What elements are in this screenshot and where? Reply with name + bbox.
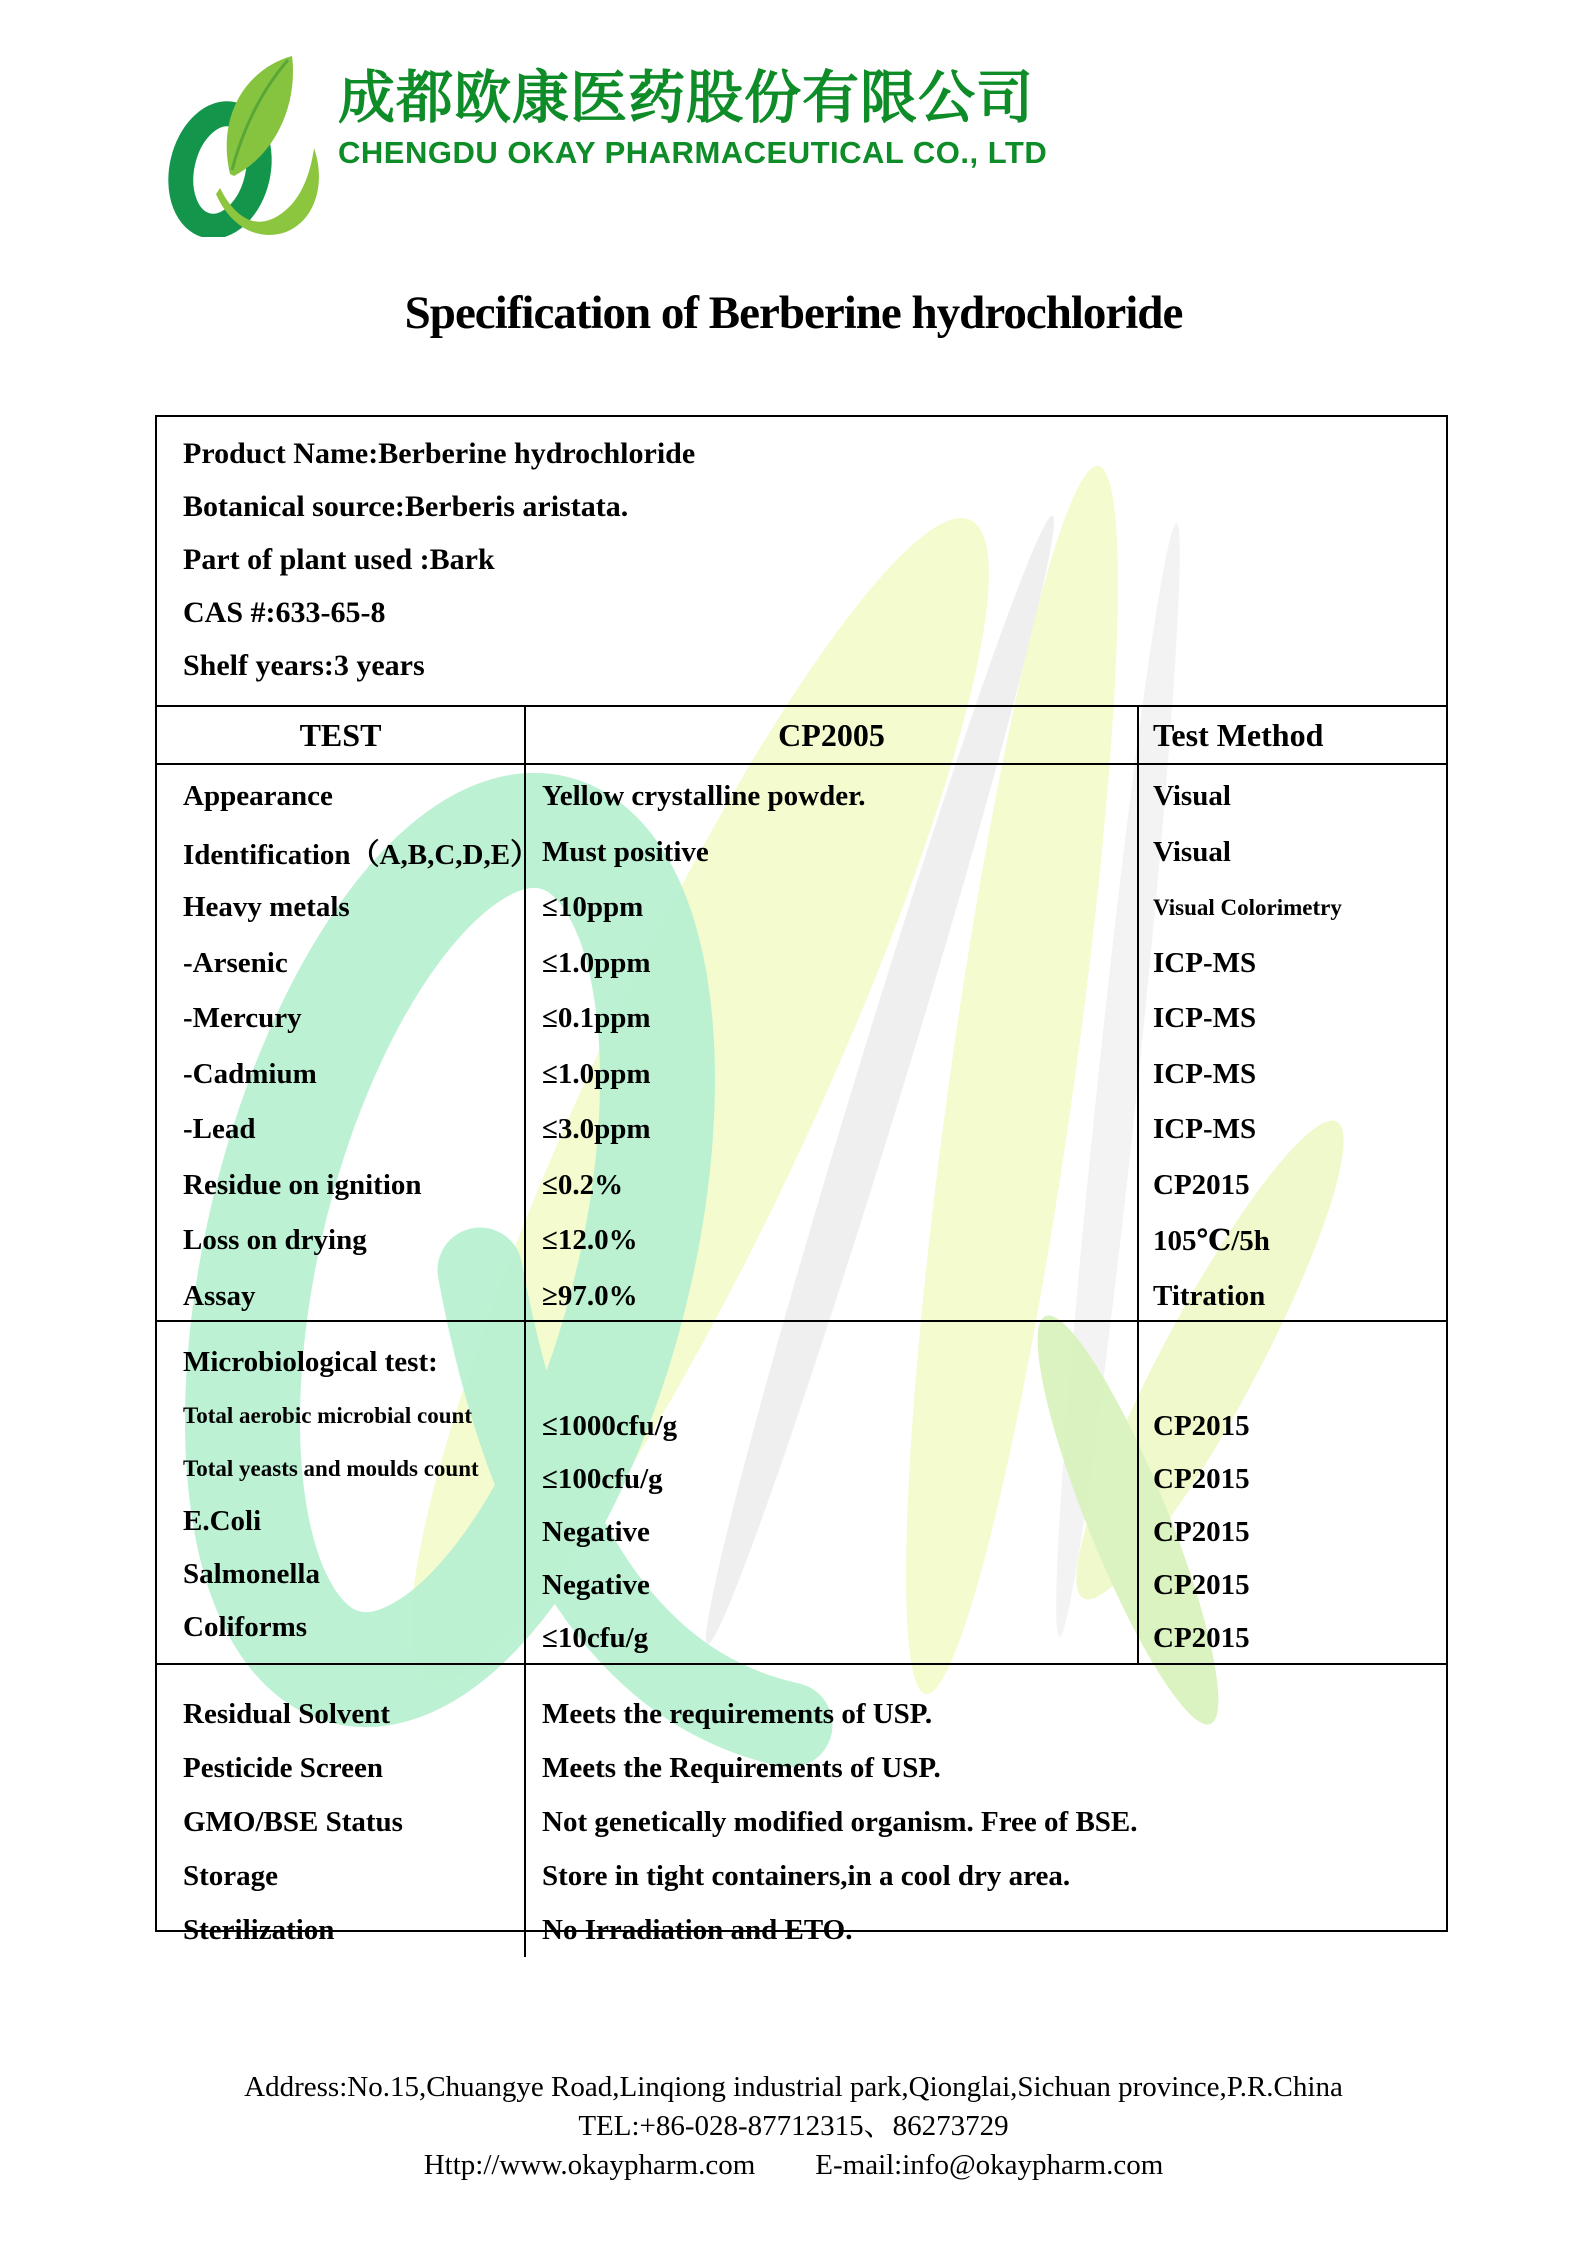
method-value: CP2015 [1153, 1516, 1250, 1548]
info-value: Berberis aristata. [404, 489, 629, 523]
spec-value: ≤1.0ppm [542, 1057, 651, 1090]
main-spec-section [157, 763, 1446, 1320]
general-spec-section [157, 1663, 1446, 1946]
test-name: Residual Solvent [183, 1697, 391, 1730]
spec-value: ≤0.2% [542, 1168, 624, 1201]
info-value: 633-65-8 [275, 595, 386, 629]
info-label: Part of plant used : [183, 542, 430, 576]
method-value: Titration [1153, 1279, 1266, 1312]
web-line [0, 2146, 1587, 2185]
product-info-row [183, 533, 1446, 586]
contact-footer [0, 2068, 1587, 2185]
info-label: CAS #: [183, 595, 276, 629]
spec-value: No Irradiation and ETO. [542, 1913, 853, 1946]
test-name: Assay [183, 1279, 256, 1312]
test-column [157, 765, 540, 1324]
method-value: CP2015 [1153, 1463, 1250, 1495]
test-name: Coliforms [183, 1611, 308, 1643]
product-info-row [183, 480, 1446, 533]
method-value: 105℃/5h [1153, 1225, 1270, 1258]
product-info-box [157, 417, 1446, 705]
spec-value: ≥97.0% [542, 1279, 638, 1312]
test-column [157, 1322, 524, 1665]
spec-value: ≤1000cfu/g [542, 1410, 678, 1442]
spec-value: ≤1.0ppm [542, 946, 651, 979]
method-value: Visual Colorimetry [1153, 894, 1342, 920]
info-value: 3 years [333, 648, 425, 682]
test-name: Storage [183, 1859, 279, 1892]
website-url: Http://www.okaypharm.com [423, 2149, 756, 2181]
column-header-test: TEST [299, 716, 382, 753]
page-title: Specification of Berberine hydrochloride [404, 287, 1183, 339]
spec-column [524, 1322, 1137, 1665]
method-value: CP2015 [1153, 1569, 1250, 1601]
method-value: ICP-MS [1153, 1002, 1257, 1035]
microbiological-section [157, 1320, 1446, 1663]
spec-value: Yellow crystalline powder. [542, 780, 866, 813]
test-name: -Mercury [183, 1002, 302, 1035]
product-info-row [183, 639, 1446, 692]
info-value: Berberine hydrochloride [378, 436, 696, 470]
test-name: E.Coli [183, 1505, 262, 1537]
test-name: Pesticide Screen [183, 1751, 383, 1784]
method-column [1137, 765, 1446, 1324]
spec-value: Negative [542, 1516, 650, 1548]
spec-value: ≤10ppm [542, 891, 644, 924]
spec-value: ≤0.1ppm [542, 1002, 651, 1035]
spec-value: Store in tight containers,in a cool dry area. [542, 1859, 1071, 1892]
test-name: Salmonella [183, 1558, 320, 1590]
product-info-row [183, 427, 1446, 480]
method-value: ICP-MS [1153, 1113, 1257, 1146]
table-header-row [157, 705, 1446, 763]
method-value: ICP-MS [1153, 1057, 1257, 1090]
company-name-en: CHENGDU OKAY PHARMACEUTICAL CO., LTD [338, 135, 1048, 170]
column-header-cp2005: CP2005 [524, 707, 1137, 763]
test-name: Loss on drying [183, 1224, 367, 1257]
test-name: GMO/BSE Status [183, 1805, 403, 1838]
spec-value: ≤12.0% [542, 1224, 638, 1257]
method-value: CP2015 [1153, 1622, 1250, 1654]
method-value: Visual [1153, 835, 1231, 868]
spec-column [524, 765, 1137, 1324]
test-name: Heavy metals [183, 891, 350, 924]
method-value: ICP-MS [1153, 946, 1257, 979]
test-name: Total yeasts and moulds count [183, 1455, 479, 1481]
column-header-test-method: Test Method [1137, 707, 1446, 763]
test-name: Total aerobic microbial count [183, 1402, 472, 1428]
test-name: -Lead [183, 1113, 256, 1146]
spec-value: Meets the Requirements of USP. [542, 1751, 941, 1784]
section-label: Microbiological test: [183, 1346, 438, 1378]
specification-table [155, 415, 1448, 1946]
test-name: Residue on ignition [183, 1168, 422, 1201]
method-value: CP2015 [1153, 1410, 1250, 1442]
info-label: Botanical source: [183, 489, 405, 523]
info-label: Shelf years: [183, 648, 334, 682]
test-name: -Cadmium [183, 1057, 317, 1090]
method-column [1137, 1322, 1446, 1665]
spec-value: ≤3.0ppm [542, 1113, 651, 1146]
spec-value: ≤10cfu/g [542, 1622, 649, 1654]
company-name-zh: 成都欧康医药股份有限公司 [338, 66, 1034, 130]
info-label: Product Name: [183, 436, 379, 470]
spec-column [524, 1665, 1446, 1957]
email-address: E-mail:info@okaypharm.com [815, 2149, 1164, 2181]
tel-line: TEL:+86-028-87712315、86273729 [578, 2110, 1009, 2142]
spec-value: ≤100cfu/g [542, 1463, 663, 1495]
spec-value: Must positive [542, 835, 709, 868]
spec-value: Negative [542, 1569, 650, 1601]
test-name: Appearance [183, 780, 333, 813]
method-value: Visual [1153, 780, 1231, 813]
company-header [338, 66, 1047, 171]
spec-value: Not genetically modified organism. Free of BSE. [542, 1805, 1138, 1838]
test-column [157, 1665, 524, 1957]
info-value: Bark [429, 542, 495, 576]
product-info-row [183, 586, 1446, 639]
test-name: Sterilization [183, 1913, 335, 1946]
okay-leaf-logo-icon [158, 52, 333, 237]
method-value: CP2015 [1153, 1168, 1250, 1201]
test-name: Identification（A,B,C,D,E） [183, 838, 540, 871]
test-name: -Arsenic [183, 946, 288, 979]
spec-value: Meets the requirements of USP. [542, 1697, 933, 1730]
address-line: Address:No.15,Chuangye Road,Linqiong industrial park,Qionglai,Sichuan province,P.R.China [244, 2071, 1343, 2103]
